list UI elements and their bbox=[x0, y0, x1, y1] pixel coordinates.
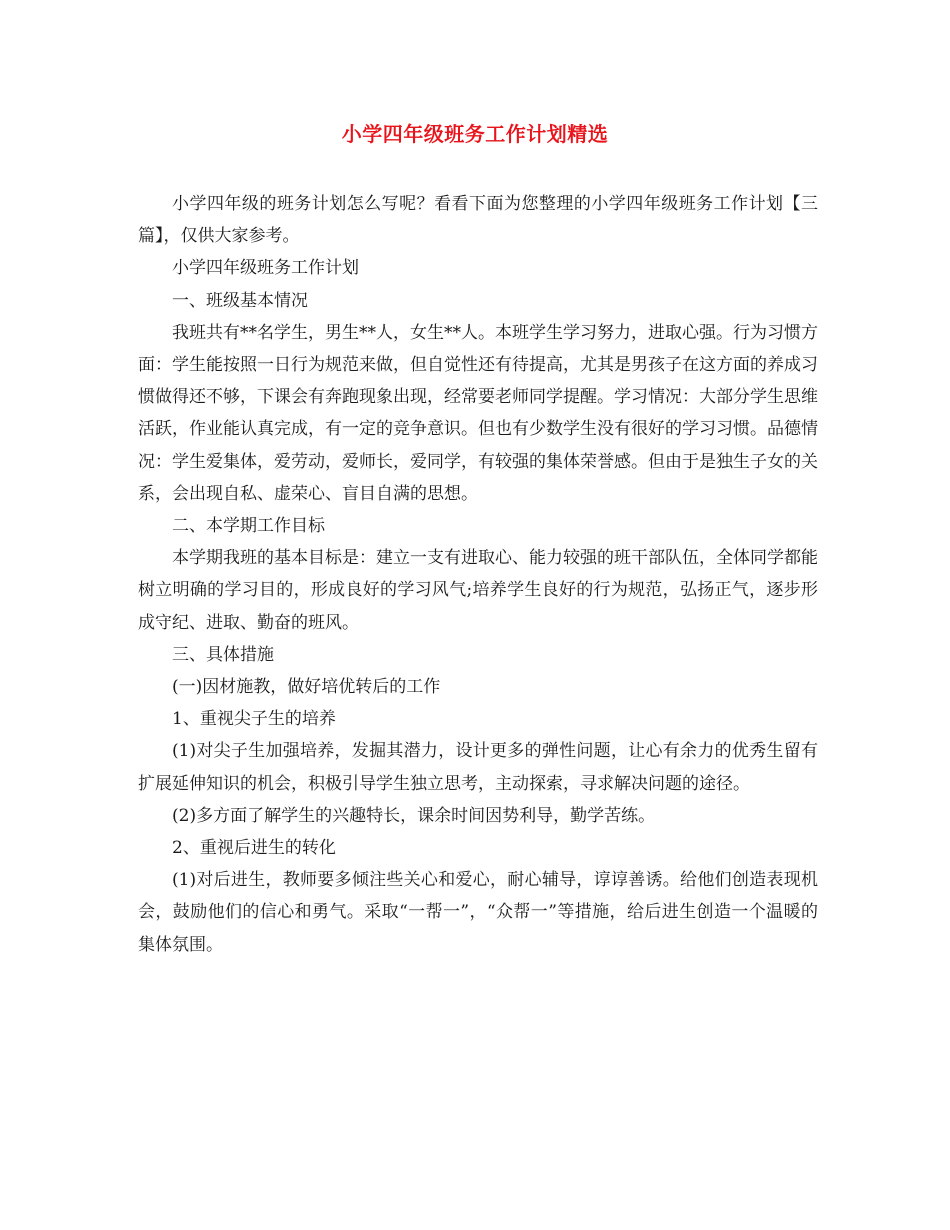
document-title: 小学四年级班务工作计划精选 bbox=[341, 122, 609, 146]
subsection-heading: 2、重视后进生的转化 bbox=[172, 838, 336, 859]
body-paragraph: 我班共有**名学生，男生**人，女生**人。本班学生学习努力，进取心强。行为习惯方面：学生能按照一日行为规范来做，但自觉性还有待提高，尤其是男孩子在这方面的养成习惯做得还不够，下课会有奔跑现象出现，经常要老师同学提醒。学习情况：大部分学生思维活跃，作业能认真完成，有一定的竞争意识。但也有少数学生没有很好的学习习惯。品德情况：学生爱集体，爱劳动，爱师长，爱同学，有较强的集体荣誉感。但由于是独生子女的关系，会出现自私、虚荣心、盲目自满的思想。 bbox=[138, 322, 818, 504]
subsection-heading: (一)因材施教，做好培优转后的工作 bbox=[172, 677, 441, 698]
subsection-heading: 1、重视尖子生的培养 bbox=[172, 709, 336, 730]
section-heading: 一、班级基本情况 bbox=[172, 290, 308, 311]
body-paragraph: (1)对后进生，教师要多倾注些关心和爱心，耐心辅导，谆谆善诱。给他们创造表现机会，鼓励他们的信心和勇气。采取“一帮一”，“众帮一”等措施，给后进生创造一个温暖的集体氛围。 bbox=[138, 870, 818, 955]
section-heading: 小学四年级班务工作计划 bbox=[172, 258, 359, 279]
section-heading: 二、本学期工作目标 bbox=[172, 516, 325, 537]
body-paragraph: (2)多方面了解学生的兴趣特长，课余时间因势利导，勤学苦练。 bbox=[172, 805, 656, 826]
body-paragraph: (1)对尖子生加强培养，发掘其潜力，设计更多的弹性问题，让心有余力的优秀生留有扩展延伸知识的机会，积极引导学生独立思考，主动探索，寻求解决问题的途径。 bbox=[138, 741, 818, 794]
section-heading: 三、具体措施 bbox=[172, 644, 274, 665]
intro-paragraph: 小学四年级的班务计划怎么写呢？看看下面为您整理的小学四年级班务工作计划【三篇】，仅供大家参考。 bbox=[138, 194, 818, 247]
body-paragraph: 本学期我班的基本目标是：建立一支有进取心、能力较强的班干部队伍，全体同学都能树立明确的学习目的，形成良好的学习风气;培养学生良好的行为规范，弘扬正气，逐步形成守纪、进取、勤奋的班风。 bbox=[138, 548, 818, 633]
document-body bbox=[138, 188, 818, 961]
